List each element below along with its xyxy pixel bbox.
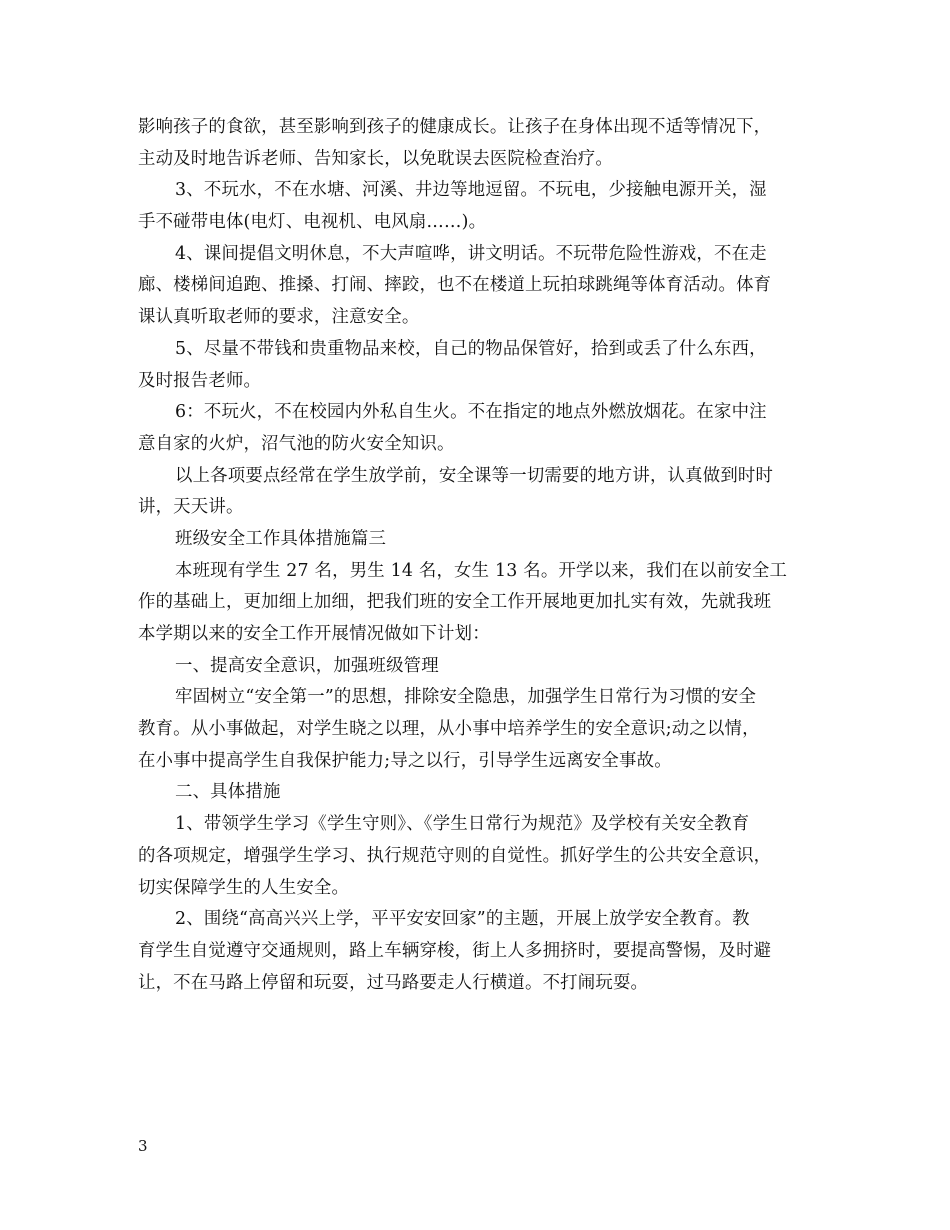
text-line: 4、课间提倡文明休息，不大声喧哗，讲文明话。不玩带危险性游戏，不在走 <box>175 243 767 264</box>
text-line: 2、围绕“高高兴兴上学，平平安安回家”的主题，开展上放学安全教育。教 <box>175 909 750 930</box>
text-line: 课认真听取老师的要求，注意安全。 <box>138 307 420 328</box>
text-line: 廊、楼梯间追跑、推搡、打闹、摔跤，也不在楼道上玩拍球跳绳等体育活动。体育 <box>138 275 772 296</box>
text-line: 讲，天天讲。 <box>138 497 244 518</box>
text-line: 1、带领学生学习《学生守则》、《学生日常行为规范》及学校有关安全教育 <box>175 814 750 835</box>
text-line: 手不碰带电体(电灯、电视机、电风扇……)。 <box>138 212 487 233</box>
text-line: 意自家的火炉，沼气池的防火安全知识。 <box>138 433 455 454</box>
text-line: 影响孩子的食欲，甚至影响到孩子的健康成长。让孩子在身体出现不适等情况下， <box>138 117 772 137</box>
text-line: 育学生自觉遵守交通规则，路上车辆穿梭，街上人多拥挤时，要提高警惕，及时避 <box>138 940 772 961</box>
text-line: 作的基础上，更加细上加细，把我们班的安全工作开展地更加扎实有效，先就我班 <box>138 592 772 613</box>
text-line: 3、不玩水，不在水塘、河溪、井边等地逗留。不玩电，少接触电源开关，湿 <box>175 180 767 201</box>
text-line: 本班现有学生 27 名，男生 14 名，女生 13 名。开学以来，我们在以前安全工 <box>175 560 788 581</box>
text-line: 在小事中提高学生自我保护能力;导之以行，引导学生远离安全事故。 <box>138 750 672 771</box>
text-line: 以上各项要点经常在学生放学前，安全课等一切需要的地方讲，认真做到时时 <box>175 465 774 486</box>
text-line: 本学期以来的安全工作开展情况做如下计划： <box>138 624 490 644</box>
text-line: 切实保障学生的人生安全。 <box>138 877 350 898</box>
text-line: 5、尽量不带钱和贵重物品来校，自己的物品保管好，拾到或丢了什么东西， <box>175 338 767 359</box>
text-line: 主动及时地告诉老师、告知家长，以免耽误去医院检查治疗。 <box>138 148 613 169</box>
page-number: 3 <box>138 1137 148 1155</box>
text-line: 的各项规定，增强学生学习、执行规范守则的自觉性。抓好学生的公共安全意识， <box>138 845 772 866</box>
text-line: 及时报告老师。 <box>138 370 262 391</box>
text-line: 让，不在马路上停留和玩耍，过马路要走人行横道。不打闹玩耍。 <box>138 972 649 993</box>
section-heading: 一、提高安全意识，加强班级管理 <box>175 655 439 676</box>
text-line: 牢固树立“安全第一”的思想，排除安全隐患，加强学生日常行为习惯的安全 <box>175 687 757 708</box>
section-heading: 班级安全工作具体措施篇三 <box>175 528 387 549</box>
text-line: 教育。从小事做起，对学生晓之以理，从小事中培养学生的安全意识;动之以情， <box>138 719 760 740</box>
document-body <box>138 112 814 999</box>
text-line: 6：不玩火，不在校园内外私自生火。不在指定的地点外燃放烟花。在家中注 <box>175 402 767 423</box>
section-heading: 二、具体措施 <box>175 782 281 803</box>
